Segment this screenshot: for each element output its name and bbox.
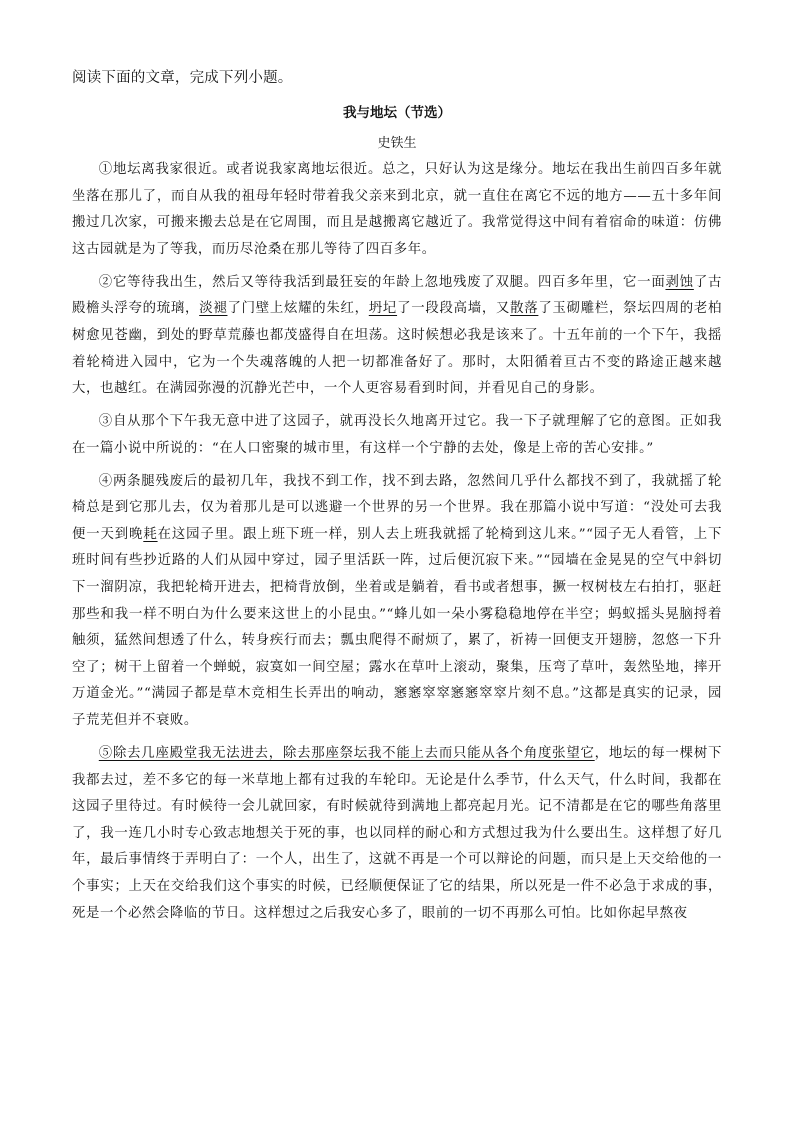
article-paragraph	[72, 157, 722, 263]
paragraph-text: 了古殿檐头浮夸的琉璃，	[72, 274, 723, 317]
underlined-text: 散落	[510, 301, 539, 317]
paragraph-text: ③自从那个下午我无意中进了这园子，就再没长久地离开过它。我一下子就理解了它的意图。正如我在一篇小说中所说的：“在人口密聚的城市里，有这样一个宁静的去处，像是上帝的苦心安排。”	[72, 414, 722, 456]
paragraph-text: ①地坛离我家很近。或者说我家离地坛很近。总之，只好认为这是缘分。地坛在我出生前四百多年就坐落在那儿了，而自从我的祖母年轻时带着我父亲来到北京，就一直住在离它不远的地方——五十多年间搬过几次家，可搬来搬去总是在它周围，而且是越搬离它越近了。我常觉得这中间有着宿命的味道：仿佛这古园就是为了等我，而历尽沧桑在那儿等待了四百多年。	[72, 162, 722, 257]
paragraph-text: ，地坛的每一棵树下我都去过，差不多它的每一米草地上都有过我的车轮印。无论是什么季节，什么天气，什么时间，我都在这园子里待过。有时候待一会儿就回家，有时候就待到满地上都亮起月光。记不清都是在它的哪些角落里了，我一连几小时专心致志地想关于死的事，也以同样的耐心和方式想过我为什么要出生。这样想了好几年，最后事情终于弄明白了：一个人，出生了，这就不再是一个可以辩论的问题，而只是上天交给他的一个事实；上天在交给我们这个事实的时候，已经顺便保证了它的结果，所以死是一件不必急于求成的事，死是一个必然会降临的节日。这样想过之后我安心多了，眼前的一切不再那么可怕。比如你起早熬夜	[72, 746, 723, 921]
paragraph-text: 在这园子里。跟上班下班一样，别人去上班我就摇了轮椅到这儿来。”“园子无人看管，上下班时间有些抄近路的人们从园中穿过，园子里活跃一阵，过后便沉寂下来。”“园墙在金晃晃的空气中斜切下一溜阴凉，我把轮椅开进去，把椅背放倒，坐着或是躺着，看书或者想事，撅一杈树枝左右拍打，驱赶那些和我一样不明白为什么要来这世上的小昆虫。”“蜂儿如一朵小雾稳稳地停在半空；蚂蚁摇头晃脑捋着触须，猛然间想透了什么，转身疾行而去；瓢虫爬得不耐烦了，累了，祈祷一回便支开翅膀，忽悠一下升空了；树干上留着一个蝉蜕，寂寞如一间空屋；露水在草叶上滚动，聚集，压弯了草叶，轰然坠地，摔开万道金光。”“满园子都是草木竞相生长弄出的响动，窸窸窣窣窸窸窣窣片刻不息。”这都是真实的记录，园子荒芜但并不衰败。	[72, 526, 723, 729]
underlined-text: 坍圮	[368, 301, 398, 317]
article-title: 我与地坛（节选）	[343, 105, 451, 121]
underlined-text: 耗	[143, 526, 158, 542]
underlined-text: 淡褪	[199, 301, 228, 317]
paragraph-text: ④两条腿残废后的最初几年，我找不到工作，找不到去路，忽然间几乎什么都找不到了，我就摇了轮椅总是到它那儿去，仅为着那儿是可以逃避一个世界的另一个世界。我在那篇小说中写道：“没处可去我便一天到晚	[72, 473, 722, 542]
paragraph-text: 了玉砌雕栏，祭坛四周的老柏树愈见苍幽，到处的野草荒藤也都茂盛得自在坦荡。这时候想必我是该来了。十五年前的一个下午，我摇着轮椅进入园中，它为一个失魂落魄的人把一切都准备好了。那时，太阳循着亘古不变的路途正越来越大，也越红。在满园弥漫的沉静光芒中，一个人更容易看到时间，并看见自己的身影。	[72, 301, 722, 397]
underlined-text: ⑤除去几座殿堂我无法进去，除去那座祭坛我不能上去而只能从各个角度张望它	[98, 746, 595, 762]
article-body	[72, 157, 722, 934]
paragraph-text: ②它等待我出生，然后又等待我活到最狂妄的年龄上忽地残废了双腿。四百多年里，它一面	[98, 274, 666, 290]
paragraph-text: 了门壁上炫耀的朱红，	[227, 301, 369, 317]
article-author: 史铁生	[377, 136, 417, 151]
question-instruction: 阅读下面的文章，完成下列小题。	[72, 70, 293, 86]
paragraph-text: 了一段段高墙，又	[397, 301, 511, 317]
article-paragraph	[72, 741, 722, 927]
article-paragraph	[72, 270, 722, 403]
article-paragraph	[72, 409, 722, 462]
article-paragraph	[72, 469, 722, 735]
underlined-text: 剥蚀	[665, 274, 694, 290]
